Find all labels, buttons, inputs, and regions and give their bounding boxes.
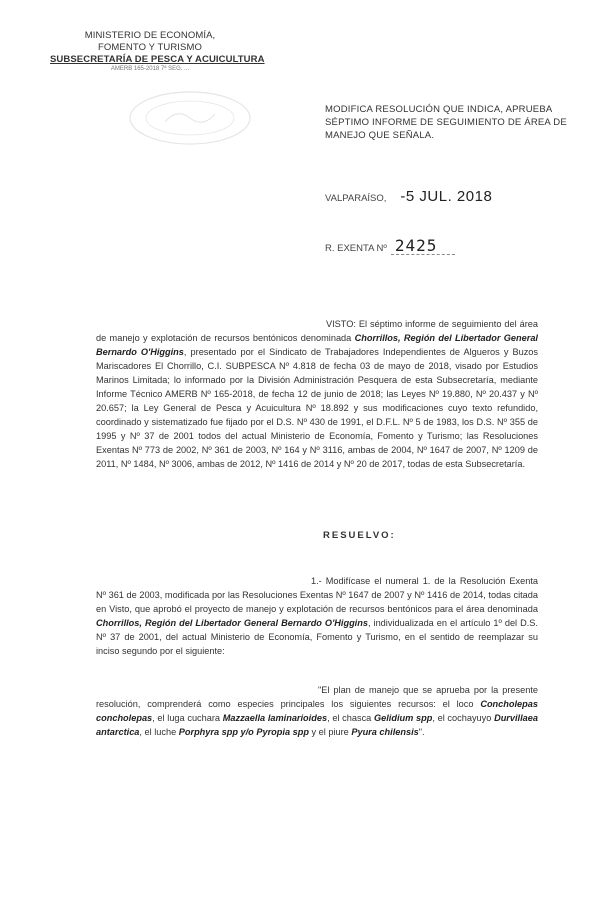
quote-text-6: ".: [418, 727, 425, 737]
visto-intro: VISTO: El séptimo informe de seguimiento del área de manejo y explotación de recursos bentónicos denominada: [96, 319, 538, 343]
species-cochayuyo: Durvillaea antarctica: [96, 713, 538, 737]
subsecretaria-line: SUBSECRETARÍA DE PESCA Y ACUICULTURA: [50, 54, 265, 65]
quote-text-4: , el luche: [139, 727, 179, 737]
article-1-intro: 1.- Modifícase el numeral 1. de la Resolución Exenta Nº 361 de 2003, modificada por las Resoluciones Exentas Nº 1647 de 2007 y Nº 1416 de 2014, todas citada en Visto, que aprobó el proyecto de manejo y explotación de recursos bentónicos para el área denominada: [96, 576, 538, 614]
article-1-rest: , individualizada en el artículo 1º del D.S. Nº 37 de 2001, del actual Ministerio de Economía, Fomento y Turismo, en el sentido de reemplazar su inciso segundo por el siguiente:: [96, 618, 538, 656]
species-chasca: Gelidium spp: [373, 713, 433, 723]
quote-text-2: , el chasca: [327, 713, 374, 723]
resolution-label: R. EXENTA Nº: [325, 243, 387, 254]
visto-paragraph: [96, 317, 538, 471]
resuelvo-heading: RESUELVO:: [323, 530, 396, 541]
reference-code: AMERB 165-2018 7ª SEG. ...: [110, 66, 190, 72]
visto-area-name: Chorrillos, Región del Libertador General Bernardo O'Higgins: [96, 333, 538, 357]
species-luche: Porphyra spp y/o Pyropia spp: [178, 727, 309, 737]
ministry-line-1: MINISTERIO DE ECONOMÍA,: [84, 30, 216, 41]
quote-text-3: , el cochayuyo: [432, 713, 495, 723]
quote-intro: "El plan de manejo que se aprueba por la presente resolución, comprenderá como especies principales los siguientes recursos: el loco: [96, 685, 538, 709]
visto-rest: , presentado por el Sindicato de Trabajadores Independientes de Algueros y Buzos Mariscadores El Chorrillo, C.I. SUBPESCA Nº 4.818 de fecha 03 de mayo de 2018, visado por Estudios Marinos Limitada; lo informado por la División Administración Pesquera de esta Subsecretaría, mediante Informe Técnico AMERB Nº 165-2018, de fecha 12 de junio de 2018; las Leyes Nº 19.880, Nº 20.437 y Nº 20.657; la Ley General de Pesca y Acuicultura Nº 18.892 y sus modificaciones cuyo texto refundido, coordinado y sistematizado fue fijado por el D.S. Nº 430 de 1991, el D.F.L. Nº 5 de 1983, los D.S. Nº 355 de 1995 y Nº 37 de 2001 todos del actual Ministerio de Economía, Fomento y Turismo; las Resoluciones Exentas Nº 773 de 2002, Nº 361 de 2003, Nº 164 y Nº 3116, ambas de 2004, Nº 1647 de 2007, Nº 1209 de 2011, Nº 1484, Nº 3006, ambas de 2012, Nº 1416 de 2014 y Nº 20 de 2017, todas de esta Subsecretaría.: [96, 347, 538, 469]
resolution-underline: [391, 254, 455, 255]
resolution-subject: MODIFICA RESOLUCIÓN QUE INDICA, APRUEBA SÉPTIMO INFORME DE SEGUIMIENTO DE ÁREA DE MANEJO QUE SEÑALA.: [325, 104, 567, 141]
quote-text-5: y el piure: [308, 727, 352, 737]
species-piure: Pyura chilensis: [351, 727, 419, 737]
faded-seal-stamp: [125, 88, 255, 148]
quote-text-1: , el luga cuchara: [152, 713, 223, 723]
place-date-row: [325, 188, 492, 205]
article-1-area-name: Chorrillos, Región del Libertador General Bernardo O'Higgins: [96, 618, 368, 628]
date-stamp: -5 JUL. 2018: [400, 188, 493, 205]
place-label: VALPARAÍSO,: [325, 193, 387, 204]
resolution-number: 2425: [394, 236, 438, 255]
ministry-line-2: FOMENTO Y TURISMO: [98, 42, 202, 53]
article-1-paragraph: [96, 574, 538, 658]
letterhead: [50, 30, 265, 72]
resolution-number-row: [325, 236, 438, 255]
species-luga-cuchara: Mazzaella laminarioides: [222, 713, 328, 723]
species-loco: Concholepas concholepas: [96, 699, 538, 723]
quoted-species-paragraph: [96, 683, 538, 739]
